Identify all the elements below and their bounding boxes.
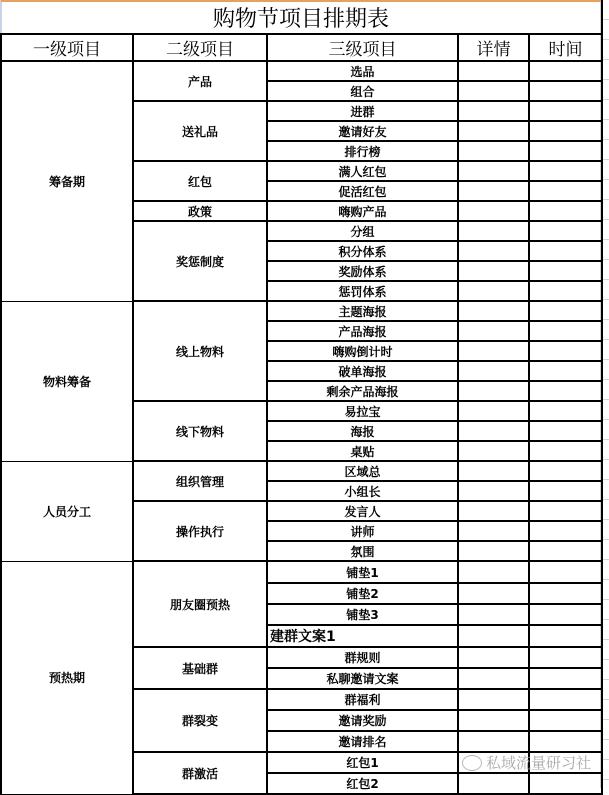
level1-cell[interactable]: 人员分工 — [1, 461, 133, 561]
level3-cell[interactable]: 桌贴 — [267, 441, 458, 461]
time-cell[interactable] — [529, 121, 602, 141]
level3-cell[interactable]: 满人红包 — [267, 161, 458, 181]
details-cell[interactable] — [458, 481, 529, 501]
details-cell[interactable] — [458, 141, 529, 161]
time-cell[interactable] — [529, 710, 602, 731]
details-cell[interactable] — [458, 689, 529, 710]
level3-cell[interactable]: 积分体系 — [267, 241, 458, 261]
details-cell[interactable] — [458, 101, 529, 121]
watermark — [462, 752, 591, 773]
details-cell[interactable] — [458, 668, 529, 689]
header-level2[interactable]: 二级项目 — [133, 34, 267, 61]
time-cell[interactable] — [529, 583, 602, 604]
time-cell[interactable] — [529, 301, 602, 321]
level3-cell[interactable]: 建群文案1 — [267, 625, 458, 647]
details-cell[interactable] — [458, 441, 529, 461]
level3-cell[interactable]: 进群 — [267, 101, 458, 121]
header-details[interactable]: 详情 — [458, 34, 529, 61]
details-cell[interactable] — [458, 773, 529, 794]
details-cell[interactable] — [458, 201, 529, 221]
watermark-text: 私域流量研习社 — [486, 754, 592, 772]
details-cell[interactable] — [458, 241, 529, 261]
time-cell[interactable] — [529, 604, 602, 625]
time-cell[interactable] — [529, 361, 602, 381]
level3-cell[interactable]: 易拉宝 — [267, 401, 458, 421]
level2-cell[interactable]: 群激活 — [133, 752, 267, 794]
level3-cell[interactable]: 铺垫2 — [267, 583, 458, 604]
level1-cell[interactable]: 物料筹备 — [1, 301, 133, 461]
details-cell[interactable] — [458, 181, 529, 201]
time-cell[interactable] — [529, 421, 602, 441]
level2-cell[interactable]: 红包 — [133, 161, 267, 201]
details-cell[interactable] — [458, 221, 529, 241]
level3-cell[interactable]: 发言人 — [267, 501, 458, 521]
level3-cell[interactable]: 嗨购倒计时 — [267, 341, 458, 361]
time-cell[interactable] — [529, 341, 602, 361]
level3-cell[interactable]: 讲师 — [267, 521, 458, 541]
title-row — [1, 1, 602, 34]
time-cell[interactable] — [529, 647, 602, 668]
header-level3[interactable]: 三级项目 — [267, 34, 458, 61]
time-cell[interactable] — [529, 201, 602, 221]
details-cell[interactable] — [458, 281, 529, 301]
time-cell[interactable] — [529, 241, 602, 261]
level3-cell[interactable]: 小组长 — [267, 481, 458, 501]
time-cell[interactable] — [529, 181, 602, 201]
level3-cell[interactable]: 铺垫1 — [267, 561, 458, 583]
time-cell[interactable] — [529, 689, 602, 710]
level2-cell[interactable]: 群裂变 — [133, 689, 267, 752]
header-time[interactable]: 时间 — [529, 34, 602, 61]
time-cell[interactable] — [529, 381, 602, 401]
details-cell[interactable] — [458, 361, 529, 381]
level3-cell[interactable]: 群福利 — [267, 689, 458, 710]
time-cell[interactable] — [529, 221, 602, 241]
details-cell[interactable] — [458, 121, 529, 141]
wechat-icon — [462, 755, 482, 771]
details-cell[interactable] — [458, 710, 529, 731]
details-cell[interactable] — [458, 321, 529, 341]
level3-cell[interactable]: 促活红包 — [267, 181, 458, 201]
details-cell[interactable] — [458, 583, 529, 604]
details-cell[interactable] — [458, 501, 529, 521]
details-cell[interactable] — [458, 301, 529, 321]
details-cell[interactable] — [458, 731, 529, 752]
header-level1[interactable]: 一级项目 — [1, 34, 133, 61]
time-cell[interactable] — [529, 441, 602, 461]
details-cell[interactable] — [458, 261, 529, 281]
level3-cell[interactable]: 红包2 — [267, 773, 458, 794]
details-cell[interactable] — [458, 161, 529, 181]
details-cell[interactable] — [458, 561, 529, 583]
time-cell[interactable] — [529, 401, 602, 421]
time-cell[interactable] — [529, 281, 602, 301]
details-cell[interactable] — [458, 81, 529, 101]
time-cell[interactable] — [529, 161, 602, 181]
level3-cell[interactable]: 邀请好友 — [267, 121, 458, 141]
details-cell[interactable] — [458, 401, 529, 421]
level2-cell[interactable]: 操作执行 — [133, 501, 267, 561]
level3-cell[interactable]: 选品 — [267, 61, 458, 81]
time-cell[interactable] — [529, 501, 602, 521]
details-cell[interactable] — [458, 421, 529, 441]
level3-cell[interactable]: 铺垫3 — [267, 604, 458, 625]
level3-cell[interactable]: 奖励体系 — [267, 261, 458, 281]
level3-cell[interactable]: 排行榜 — [267, 141, 458, 161]
time-cell[interactable] — [529, 61, 602, 81]
level2-cell[interactable]: 产品 — [133, 61, 267, 101]
level3-cell[interactable]: 红包1 — [267, 752, 458, 773]
level3-cell[interactable]: 区域总 — [267, 461, 458, 481]
level2-cell[interactable]: 线下物料 — [133, 401, 267, 461]
time-cell[interactable] — [529, 461, 602, 481]
level2-cell[interactable]: 政策 — [133, 201, 267, 221]
sheet-title[interactable]: 购物节项目排期表 — [1, 1, 602, 34]
level3-cell[interactable]: 海报 — [267, 421, 458, 441]
details-cell[interactable] — [458, 604, 529, 625]
level3-cell[interactable]: 群规则 — [267, 647, 458, 668]
table-row — [1, 461, 602, 481]
details-cell[interactable] — [458, 461, 529, 481]
details-cell[interactable] — [458, 541, 529, 561]
details-cell[interactable] — [458, 381, 529, 401]
details-cell[interactable] — [458, 61, 529, 81]
table-row — [1, 301, 602, 321]
time-cell[interactable] — [529, 668, 602, 689]
time-cell[interactable] — [529, 521, 602, 541]
time-cell[interactable] — [529, 625, 602, 647]
details-cell[interactable] — [458, 341, 529, 361]
time-cell[interactable] — [529, 481, 602, 501]
level2-cell[interactable]: 基础群 — [133, 647, 267, 689]
level3-cell[interactable]: 产品海报 — [267, 321, 458, 341]
level3-cell[interactable]: 分组 — [267, 221, 458, 241]
time-cell[interactable] — [529, 541, 602, 561]
details-cell[interactable] — [458, 647, 529, 668]
level1-cell[interactable]: 预热期 — [1, 561, 133, 794]
level3-cell[interactable]: 破单海报 — [267, 361, 458, 381]
level2-cell[interactable]: 送礼品 — [133, 101, 267, 161]
time-cell[interactable] — [529, 81, 602, 101]
table-row — [1, 561, 602, 583]
level3-cell[interactable]: 氛围 — [267, 541, 458, 561]
level1-cell[interactable]: 筹备期 — [1, 61, 133, 301]
level2-cell[interactable]: 线上物料 — [133, 301, 267, 401]
time-cell[interactable] — [529, 773, 602, 794]
level3-cell[interactable]: 剩余产品海报 — [267, 381, 458, 401]
header-row — [1, 34, 602, 61]
details-cell[interactable] — [458, 625, 529, 647]
time-cell[interactable] — [529, 321, 602, 341]
time-cell[interactable] — [529, 141, 602, 161]
level3-cell[interactable]: 邀请奖励 — [267, 710, 458, 731]
level3-cell[interactable]: 私聊邀请文案 — [267, 668, 458, 689]
level3-cell[interactable]: 组合 — [267, 81, 458, 101]
time-cell[interactable] — [529, 261, 602, 281]
table-row — [1, 61, 602, 81]
level3-cell[interactable]: 嗨购产品 — [267, 201, 458, 221]
level3-cell[interactable]: 主题海报 — [267, 301, 458, 321]
level2-cell[interactable]: 组织管理 — [133, 461, 267, 501]
time-cell[interactable] — [529, 561, 602, 583]
time-cell[interactable] — [529, 731, 602, 752]
level3-cell[interactable]: 惩罚体系 — [267, 281, 458, 301]
level2-cell[interactable]: 奖惩制度 — [133, 221, 267, 301]
details-cell[interactable] — [458, 521, 529, 541]
level2-cell[interactable]: 朋友圈预热 — [133, 561, 267, 647]
level3-cell[interactable]: 邀请排名 — [267, 731, 458, 752]
time-cell[interactable] — [529, 101, 602, 121]
